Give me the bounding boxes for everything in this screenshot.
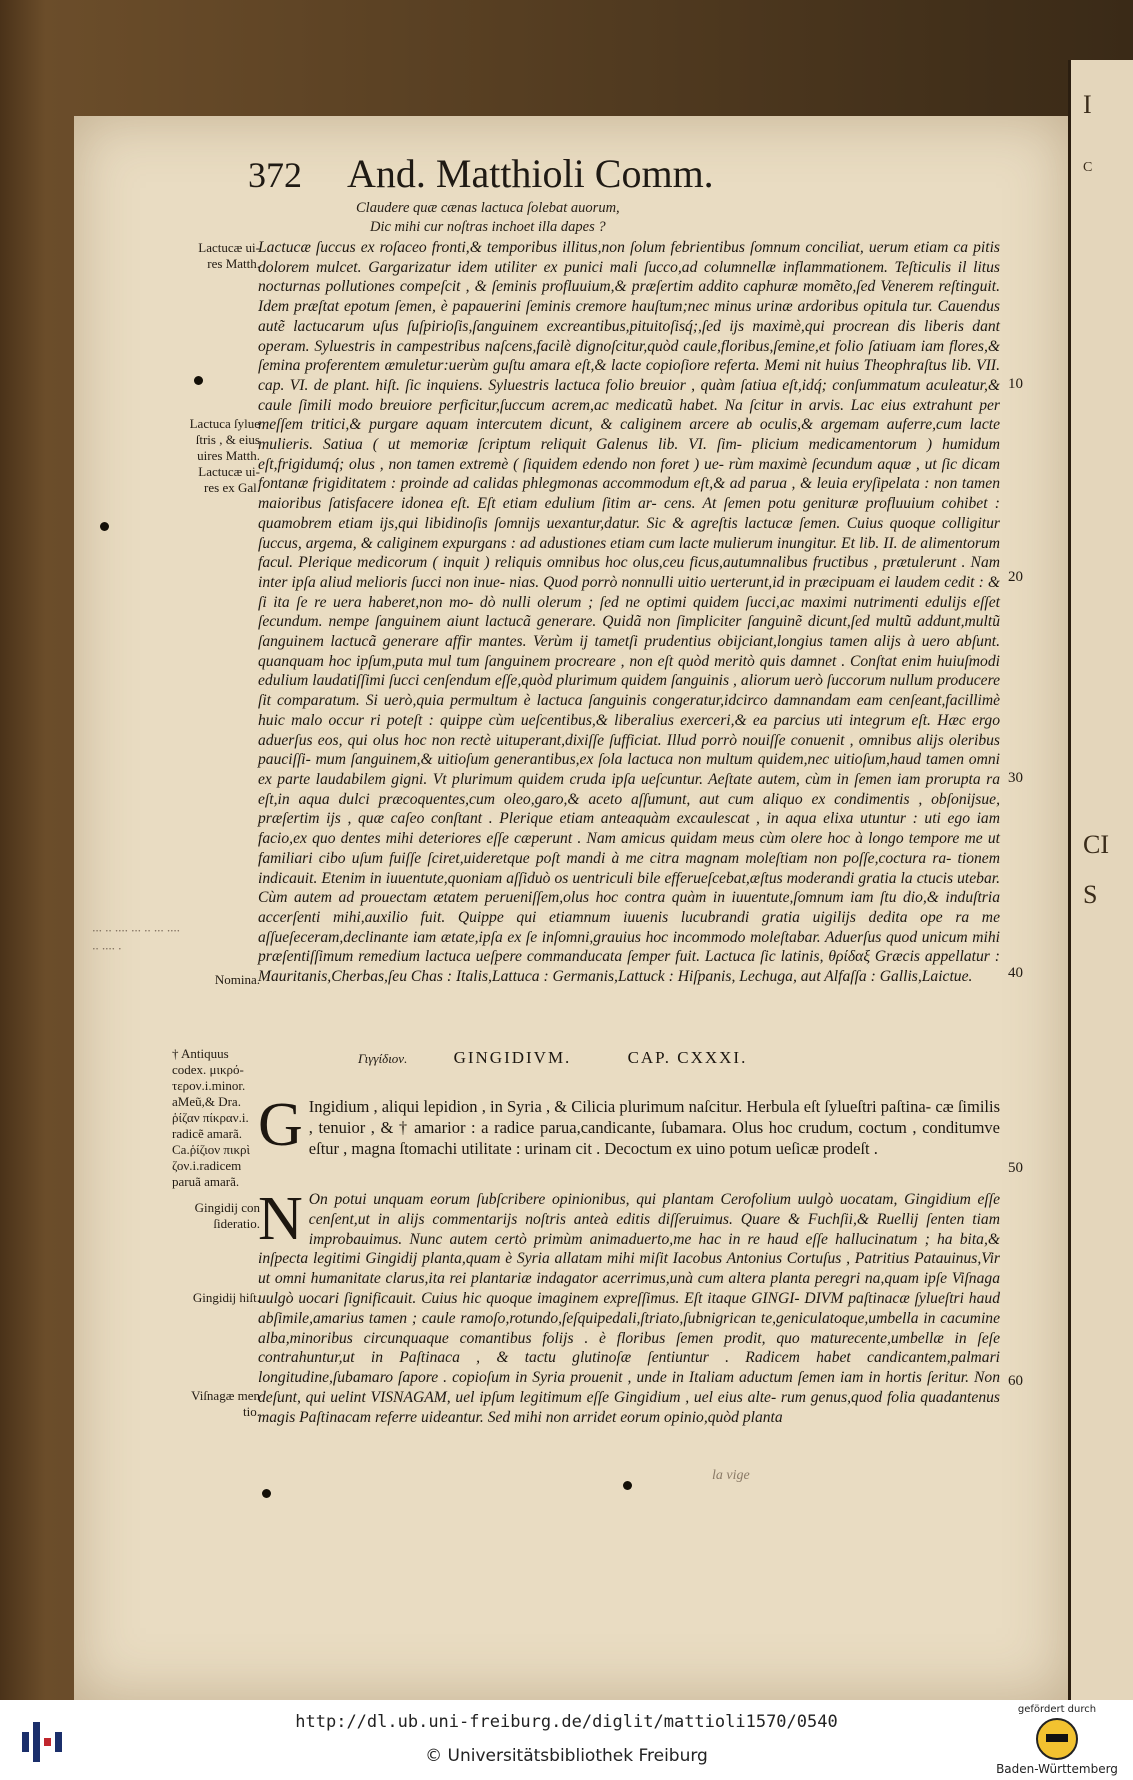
chapter-greek: Γιγγίδιον.	[358, 1051, 408, 1066]
commentary-gingidium	[258, 1185, 1000, 1428]
adjacent-text: S	[1083, 880, 1098, 909]
viewer-footer	[0, 1700, 1133, 1780]
page-number: 372	[248, 155, 302, 195]
page-header	[248, 150, 714, 197]
commentary-paragraph: On potui unquam eorum ſubſcribere opinionibus, qui plantam Cerofolium uulgò uocatam, Gingidium eſſe cenſent,ut in alijs commentarijs noſtris anteà editis diſſeruimus. Quare & Fuchſii,& Ruellij ſenten tiam improbauimus. Nunc autem certò primùm animaduerto,me hac in re haud eſſe hallucinatum ; ha bita,& inſpecta legitimi Gingidij planta,quam è Syria allatam mihi miſit Iacobus Antonius Cortuſus , Patritius Patauinus,Vir ut omni humanitate clarus,ita rei plantariæ indagator acerrimus,unà cum altera planta peregri na,quam ipſe Viſnaga uulgò uocari ſignificauit. Cuius hic quoque imaginem expreſſimus. Eſt itaque GINGI- DIVM paſtinacæ ſylueſtri haud abſimile,amarius tamen ; caule ramoſo,rotundo,ſeſquipedali,ſtriato,ſubnigrican te,geniculatoque,umbella in cacumine alba,minoribus circunquaque comantibus folijs . è floribus ſemen prodit, quo maturecente,umbellæ in ſeſe contrahuntur,ut in Paſtinaca , & tactu glutinoſæ ſentiuntur . Radicem habet candicantem,palmari longitudine,ſubamaro ſapore . copioſum in Syria prouenit , unde in Italiam aductum ſemen iam in hortis ſeritur. Non deſunt, qui uelint VISNAGAM, uel ipſum legitimum eſſe Gingidium , uel eius alte- rum genus,quod folia quadantenus magis Paſtinacam referre uideantur. Sed mihi non arridet eorum opinio,quòd planta	[258, 1191, 1000, 1426]
verse	[356, 199, 916, 237]
adjacent-text: CI	[1083, 830, 1109, 859]
bottom-scribble: la vige	[712, 1468, 750, 1483]
permalink[interactable]: http://dl.ub.uni-freiburg.de/diglit/mattioli1570/0540	[295, 1712, 838, 1732]
side-note: † Antiquus codex. μικρό- τερον.i.minor. aMeũ,& Dra. ῥίζαν πίκραν.i. radicẽ amarã. Ca.ῥίζιον πικρὶ ζον.i.radicem paruã amarã.	[172, 1046, 251, 1189]
ink-dot	[623, 1481, 632, 1490]
line-number: 40	[1008, 965, 1023, 981]
side-note: Lactuca ſylue ſtris , & eius uires Matth. Lactucæ ui- res ex Gal.	[189, 416, 260, 495]
ink-dot	[262, 1489, 271, 1498]
dioscorides-paragraph: Ingidium , aliqui lepidion , in Syria , & Cilicia plurimum naſcitur. Herbula eſt ſylueſtri paſtina- cæ ſimilis , tenuior , & † amarior : a radice parua,candicante, ſubamara. Olus hoc crudum, coctum , conditumve eſtur , magna ſtomachi utilitate : urinam cit . Decoctum ex uino potum ueſicæ prodeſt .	[308, 1097, 1000, 1158]
sponsor-name: Baden-Württemberg	[996, 1762, 1118, 1776]
line-number: 50	[1008, 1160, 1023, 1176]
adjacent-text: C	[1083, 160, 1093, 175]
line-number: 60	[1008, 1373, 1023, 1389]
chapter-heading	[358, 1048, 747, 1068]
ink-dot	[194, 376, 203, 385]
ink-dot	[100, 522, 109, 531]
side-note: Lactucæ ui- res Matth.	[198, 240, 260, 271]
copyright: © Universitätsbibliothek Freiburg	[425, 1746, 708, 1766]
adjacent-page	[1068, 60, 1133, 1700]
drop-cap: N	[258, 1185, 303, 1253]
line-number: 20	[1008, 569, 1023, 585]
state-crest-icon	[1036, 1718, 1078, 1760]
handwritten-margin-note: ··· ·· ···· ··· ·· ··· ···· ·· ···· ·	[92, 923, 180, 956]
chapter-number: CAP. CXXXI.	[627, 1048, 748, 1067]
side-note: Gingidij con ſideratio.	[194, 1200, 260, 1231]
side-note: Viſnagæ men tio.	[191, 1388, 260, 1419]
adjacent-text: I	[1083, 90, 1092, 119]
running-title: And. Matthioli Comm.	[347, 151, 714, 196]
dioscorides-text	[258, 1091, 1000, 1159]
verse-line: Dic mihi cur noſtras inchoet illa dapes ?	[370, 219, 606, 235]
line-number: 30	[1008, 770, 1023, 786]
side-note: Gingidij hiſt.	[192, 1290, 260, 1305]
side-note: Nomina.	[214, 972, 260, 987]
verse-line: Claudere quæ cænas lactuca ſolebat auorum,	[356, 200, 620, 216]
drop-cap: G	[258, 1091, 303, 1159]
commentary-lactuca: Lactucæ ſuccus ex roſaceo fronti,& temporibus illitus,non ſolum febrientibus ſomnum conciliat, uerum etiam ca pitis dolorem mulcet. Gargarizatur idem utiliter ex punici mali ſucco,ad columnellæ inflammationem. Teſticulis il litus nocturnas pollutiones compeſcit , & ſeminis profluuium,& præſertim addito caphuræ momẽto,ſed Venerem reſtinguit. Idem præſtat epotum ſemen, è papauerini ſeminis cremore hauſtum;nec minus urinæ ardoribus opitula tur. Cauendus autẽ lactucarum uſus ſuſpirioſis,ſanguinem excreantibus,pituitoſisq́;,ſed ijs maximè,qui procrean dis liberis dant operam. Syluestris in campestribus naſcens,facilè dignoſcitur,quòd caule,floribus,ſemine,et folio ſatiuam iam flores,& ſemina proferentem æmuletur:uerùm guſtu amara eſt,& lacte copioſiore referta. Memi nit huius Theophraſtus lib. VII. cap. VI. de plant. hiſt. ſic inquiens. Syluestris lactuca folio breuior , quàm ſatiua eſt,idq́; conſummatum aculeatur,& caule ſimili modo breuiore perficitur,ſuccum acrem,ac medicatũ habet. Na ſcitur in arvis. Lac eius extrahunt per meſſem tritici,& purgare aquam intercutem dicunt, & caliginem arcere ab oculis,& argemam auferre,cum lacte mulieris. Satiua ( ut memoriæ ſcriptum reliquit Galenus lib. VI. ſim- plicium medicamentorum ) humidum eſt,frigidumq́; olus , non tamen extremè ( ſiquidem edendo non foret ) ue- rùm maximè ſecundum aquæ , ut ſic dicam fontanæ frigiditatem : proinde ad calidas phlegmonas accommodum eſt,& ad parua , & leuia eryſipelata : non tamen maioribus ſatisfacere idonea eſt. Eſt etiam edulium ſitim ar- cens. At ſemen potu genituræ profluuium cohibet : quamobrem etiam ijs,qui libidinoſis ſomnijs uexantur,datur. Sic & agreſtis lactucæ ſemen. Cuius quoque colligitur ſuccus, argema, & caliginem expurgans : ad adustiones etiam cum lacte mulierum inungitur. Et lib. II. de alimentorum facul. Plerique medicorum ( inquit ) reliquis omnibus hoc olus,ceu ficus,autumnalibus fructibus , prætulerunt . Nam inter ipſa aliud melioris ſucci non inue- nias. Quod porrò nonnulli uitio uerterunt,id in præcipuam ei laudem cedit : & ſi ita ſe re uera haberet,non mo- dò nulli olerum ; ſed ne optimi quidem ſucci,ac maximi nutrimenti edulijs eſſet ſecundum. nempe ſanguinem aiunt lactucã generare. Quidã non ſimpliciter ſanguinẽ dicunt,ſed multũ addunt,multũ ſanguinem lactucã generare affir mantes. Verùm ij tametſi prudentius obijciant,longius tamen alijs à uero abſunt. quanquam hoc ipſum,puta mul tum ſanguinem procreare , non eſt quòd meritò quis damnet . Conſtat enim huiuſmodi edulium laudatiſſimi ſucci cenſendum eſſe,quòd plurimum quidem ſanguinis , aliorum uerò ſuccorum nullum producere ſit comparatum. Si uerò,quia permultum è lactuca ſanguinis congeratur,idcirco damnandam eam cenſeant,facillimè huic malo occur ri poteſt : quippe cùm ueſcentibus,& liberalius exerceri,& ea parcius uti integrum eſt. Hæc ergo aduerſus eos, qui olus hoc non rectè uituperant,dixiſſe ſufficiat. Illud porrò nouiſſe conuenit , omnibus alijs oleribus pauciſſi- mum ſanguinem,& uitioſum generantibus,ex ſola lactuca non multum quidem,nec uitioſum,haud tamen omni ex parte laudabilem gigni. Vt plurimum quidem cruda ipſa ueſcuntur. Aeſtate autem, cùm in ſemen iam prorupta ra eſt,in aqua dulci præcoquentes,cum oleo,garo,& aceto aſſumunt, aut cum aliquo ex condimentis , obſonijsue, præſertim ijs , quæ caſeo conſtant . Plerique etiam anteaquàm excaulescat , in aqua elixa utuntur : uti ego iam facio,ex quo dentes mihi deteriores eſſe cæperunt . Nam amicus quidam meus cùm olere hoc à longo tempore me ut familiari cibo uſum fuiſſe ſciret,uideretque poſt mandi à me citra magnam moleſtiam non poſſe,coctura ra- tionem indicauit. Etenim in iuuentute,quoniam aſſiduò os uentriculi bile efferueſcebat,æſtus moderandi gratia la ctucis utebar. Cùm autem ad prouectam ætatem perueniſſem,olus hoc contra quàm in iuuentute,ſomnum iam ſtu dio,& induſtria accerſenti mihi,auxilio fuit. Quippe qui etiamnum iuuenis lucubrandi gratia uigilijs dedita ope ra me aſſueſeceram,declinante iam ætate,ipſa ex ſe inſomni,grauius hoc incommodo moleſtabar. Aduerſus quod unicum mihi præſentiſſimum remedium lactuca ueſpere commanducata ſemper fuit. Lactuca ſic latinis, θρίδαξ Græcis appellatur : Mauritanis,Cherbas,ſeu Chas : Italis,Lattuca : Germanis,Lattuck : Hiſpanis, Lechuga, aut Alfaſſa : Gallis,Laictue.	[258, 239, 1000, 986]
chapter-title: GINGIDIVM.	[453, 1048, 572, 1067]
sponsor-label: gefördert durch	[1017, 1704, 1097, 1715]
line-number: 10	[1008, 376, 1023, 392]
sponsor-block	[982, 1704, 1132, 1776]
